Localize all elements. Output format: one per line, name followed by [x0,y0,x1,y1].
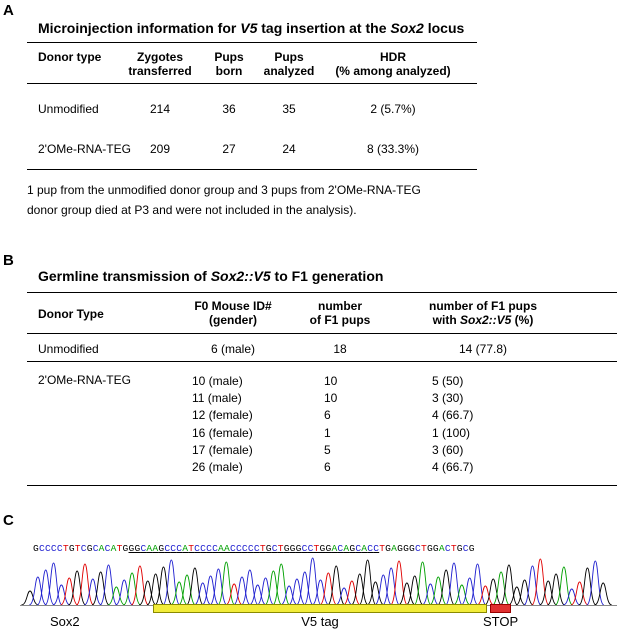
base-letter: T [62,543,69,554]
chromatogram-peak [485,579,502,605]
panel-a-title-pre: Microinjection information for [38,20,241,36]
panel-b-rule-top [27,292,617,293]
chromatogram-peak [312,580,329,605]
base-letter: C [241,543,248,554]
base-letter: G [86,543,93,554]
chromatogram-peak [218,562,235,605]
panel-b-header-f1-1: number of F1 pups [429,299,537,313]
panel-a-row1-hdr: 2 (5.7%) [370,102,416,116]
chromatogram-peak [68,571,85,605]
base-letter: G [319,543,326,554]
chromatogram-peak [430,577,447,605]
panel-b-teg-number: 5 [324,442,331,457]
base-letter: C [373,543,380,554]
base-letter: C [307,543,314,554]
panel-b-teg-number: 10 [324,374,338,388]
chromatogram-peak [225,584,242,605]
panel-b-title-em: Sox2::V5 [210,268,271,284]
chromatogram-peak [116,580,133,605]
panel-b-header-f1-2-pre: with [432,313,460,327]
chromatogram-peak [390,561,407,605]
panel-a-header-zygotes-2: transferred [128,64,192,78]
base-letter: A [361,543,368,554]
base-letter: C [194,543,201,554]
base-letter: A [218,543,224,554]
panel-a-footnote-line1: 1 pup from the unmodified donor group and 3 pups from 2'OMe-RNA-TEG [27,183,421,197]
chromatogram-peak [155,567,172,605]
panel-a-header-zygotes [120,50,200,78]
chromatogram-peak [21,591,38,605]
panel-b-teg-mouse: 10 (male) [192,374,243,388]
base-letter: G [265,543,272,554]
panel-a-row1-analyzed: 35 [282,102,296,116]
panel-b-teg-number: 10 [324,391,338,406]
panel-a-header-analyzed-2: analyzed [263,64,315,78]
base-letter: C [271,543,278,554]
panel-b-teg-f1: 3 (30) [432,391,464,406]
chromatogram-peak [288,579,305,605]
base-letter: C [301,543,308,554]
panel-a-header-pups-2: born [215,64,243,78]
panel-letter-c: C [3,512,14,529]
base-letter: A [438,543,445,554]
panel-a-row1-zygotes: 214 [149,102,171,116]
panel-a-row1-donor: Unmodified [38,102,99,116]
base-letter: C [415,543,421,554]
panel-b-header-f1 [398,299,568,327]
base-letter: A [98,543,105,554]
chromatogram-peak [343,581,360,605]
panel-a-title-post: locus [423,20,465,36]
panel-b-title-pre: Germline transmission of [38,268,211,284]
panel-b-teg-number: 1 [324,425,331,440]
panel-b-teg-mouse: 11 (male) [192,391,242,406]
panel-a-header-hdr-1: HDR [380,50,406,64]
base-letter: G [289,543,296,554]
chromatogram-peak [296,572,313,605]
chromatogram-peak [406,576,423,605]
panel-b-rule-bottom [27,485,617,486]
base-letter: G [468,543,475,554]
base-letter: G [295,543,302,554]
panel-a-footnote [27,180,487,220]
chromatogram-peak [555,567,572,605]
base-letter: C [235,543,242,554]
panel-b-unmod-mouse: 6 (male) [210,342,255,356]
chromatogram-peak [304,558,321,605]
chromatogram-peak [61,578,78,605]
base-letter: G [68,543,75,554]
panel-b-header-donor: Donor Type [38,307,104,321]
chromatogram-peak [359,560,376,605]
base-letter: C [200,543,207,554]
base-letter: T [116,543,123,554]
base-letter: G [128,543,135,554]
base-letter: G [122,543,129,554]
chromatogram-peak [351,574,368,605]
base-letter: A [391,543,398,554]
chromatogram-peak [492,572,509,605]
chromatogram-peak [320,573,337,605]
base-letter: A [146,543,153,554]
panel-a-title-mid: tag insertion at the [257,20,391,36]
base-letter: G [325,543,332,554]
chromatogram-peak [249,585,266,605]
chromatogram-peak [571,582,588,605]
panel-b-teg-mouse: 26 (male) [192,460,243,474]
panel-a-row2-born: 27 [222,142,236,156]
base-letter: A [343,543,350,554]
chromatogram-peak [84,579,101,605]
panel-b-unmod-f1: 14 (77.8) [458,342,508,356]
base-letter: C [164,543,171,554]
chromatogram-peak [595,583,612,605]
base-letter: T [188,543,195,554]
panel-a-rule-top [27,42,477,43]
base-letter: T [259,543,266,554]
base-letter: C [462,543,469,554]
base-letter: G [349,543,356,554]
panel-b-header-number [290,299,390,327]
panel-a-header-hdr [318,50,468,78]
chromatogram-peak [53,585,70,605]
base-letter: A [224,543,230,554]
base-letter: G [134,543,141,554]
panel-b-teg-mouse: 12 (female) [192,408,253,423]
base-letter: G [456,543,463,554]
base-letter: C [367,543,374,554]
base-letter: G [158,543,165,554]
panel-b-rule-mid [27,361,617,362]
panel-a-title [38,20,464,36]
base-letter: T [74,543,81,554]
chromatogram-peak [92,572,109,605]
base-letter: G [426,543,433,554]
panel-b-teg-f1: 1 (100) [432,425,471,440]
base-letter: C [253,543,260,554]
chromatogram-peak [29,577,46,605]
panel-a-rule-header [27,83,477,84]
panel-b-teg-number: 6 [324,408,331,423]
chromatogram-peak [453,585,470,605]
panel-b-teg-f1: 3 (60) [432,442,464,457]
chromatogram-peak [532,559,549,605]
base-letter: C [444,543,451,554]
chromatogram-peak [508,587,525,605]
panel-b-header-mouse-2: (gender) [209,313,257,327]
label-v5-tag: V5 tag [301,614,339,629]
chromatogram-peak [540,581,557,605]
base-letter: C [229,543,236,554]
sequence-right-flank [379,543,475,554]
panel-a-header-donor: Donor type [38,50,102,64]
base-letter: A [110,543,117,554]
chromatogram-peak [461,578,478,605]
chromatogram-peak [280,586,297,605]
panel-b-title-post: to F1 generation [270,268,384,284]
panel-b-teg-f1: 4 (66.7) [432,408,474,423]
chromatogram-peak [375,575,392,605]
chromatogram-peak [202,576,219,605]
base-letter: C [212,543,219,554]
base-letter: G [432,543,439,554]
chromatogram-peak [257,578,274,605]
chromatogram-peak [233,577,250,605]
panel-b-header-f1-2 [398,313,568,327]
panel-a-header-analyzed-1: Pups [274,50,304,64]
stop-codon-bar [490,604,511,613]
base-letter: A [331,543,338,554]
base-letter: C [170,543,177,554]
panel-letter-b: B [3,252,14,269]
panel-a-header-pups-1: Pups [214,50,244,64]
panel-a-header-hdr-2: (% among analyzed) [335,64,451,78]
chromatogram-peak [100,565,117,605]
chromatogram-peak [139,581,156,605]
base-letter: T [313,543,320,554]
base-letter: G [403,543,410,554]
label-sox2: Sox2 [50,614,80,629]
panel-b-unmod-number: 18 [333,342,347,356]
chromatogram-peak [563,589,580,605]
panel-b-rule-header [27,333,617,334]
chromatogram-peak [273,564,290,605]
base-letter: C [206,543,213,554]
chromatogram-peak [500,565,517,605]
base-letter: C [50,543,57,554]
chromatogram-peak [414,562,431,605]
base-letter: G [283,543,290,554]
base-letter: C [44,543,51,554]
base-letter: C [92,543,99,554]
panel-a-row2-hdr: 8 (33.3%) [366,142,420,156]
chromatogram-peak [123,573,140,605]
panel-b-header-f1-2-em: Sox2::V5 [459,313,512,327]
panel-b-header-f1-2-post: (%) [511,313,534,327]
panel-b-teg-number: 6 [324,460,331,474]
chromatogram-peak [367,582,384,605]
base-letter: A [152,543,159,554]
base-letter: T [450,543,457,554]
chromatogram-peak [328,566,345,605]
base-letter: C [104,543,111,554]
chromatogram-peak [45,563,62,605]
panel-b-teg-donor: 2'OMe-RNA-TEG [38,373,131,387]
panel-c-sequence [33,543,475,554]
base-letter: G [397,543,404,554]
chromatogram-peak [194,583,211,605]
base-letter: G [385,543,392,554]
panel-a-header-analyzed [257,50,321,78]
panel-b-teg-f1: 4 (66.7) [432,460,474,474]
chromatogram-peak [587,561,604,605]
chromatogram-peak [383,568,400,605]
panel-b-header-number-1: number [317,299,362,313]
panel-b-title [38,268,383,284]
panel-a-rule-bottom [27,169,477,170]
panel-a-row2-analyzed: 24 [282,142,296,156]
chromatogram-peak [398,583,415,605]
chromatogram-trace [20,556,617,606]
panel-b-header-mouse [168,299,298,327]
panel-a-row2-donor: 2'OMe-RNA-TEG [38,142,131,156]
panel-b-teg-f1: 5 (50) [432,374,464,388]
chromatogram-peak [516,580,533,605]
base-letter: G [33,543,39,554]
base-letter: C [140,543,147,554]
chromatogram-peak [210,569,227,605]
panel-a-row2-zygotes: 209 [149,142,171,156]
panel-a-footnote-line2: donor group died at P3 and were not included in the analysis). [27,203,357,217]
panel-b-header-number-2: of F1 pups [309,313,371,327]
sequence-left-flank [33,543,129,554]
base-letter: C [247,543,254,554]
base-letter: C [337,543,344,554]
chromatogram-peak [265,571,282,605]
chromatogram-peak [445,563,462,605]
panel-a-row1-born: 36 [222,102,236,116]
panel-b-unmod-donor: Unmodified [38,342,99,356]
v5-tag-bar [153,604,487,613]
base-letter: G [409,543,415,554]
chromatogram-peak [108,587,125,605]
chromatogram-peak [147,574,164,605]
chromatogram-peak [477,586,494,605]
panel-b-teg-mouse: 17 (female) [192,442,253,457]
panel-a-header-pups-born [207,50,251,78]
panel-a-title-em1: V5 [240,20,258,36]
base-letter: C [355,543,362,554]
base-letter: C [56,543,63,554]
sequence-v5-tag [129,543,380,554]
base-letter: T [379,543,386,554]
panel-b-teg-mouse: 16 (female) [192,425,253,440]
chromatogram-peak [37,570,54,605]
base-letter: T [277,543,284,554]
panel-a-header-zygotes-1: Zygotes [136,50,183,64]
base-letter: A [182,543,189,554]
panel-b-header-mouse-1: F0 Mouse ID# [194,299,272,313]
panel-letter-a: A [3,2,14,19]
label-stop: STOP [483,614,519,629]
base-letter: C [80,543,87,554]
chromatogram-peak [178,575,195,605]
chromatogram-peak [422,584,439,605]
base-letter: T [420,543,427,554]
panel-a-title-em2: Sox2 [390,20,424,36]
chromatogram-peak [335,588,352,605]
chromatogram-peak [547,574,564,605]
chromatogram-peak [171,582,188,605]
base-letter: C [38,543,45,554]
base-letter: C [176,543,183,554]
chromatogram-peak [163,560,180,605]
chromatogram-peak [437,570,454,605]
